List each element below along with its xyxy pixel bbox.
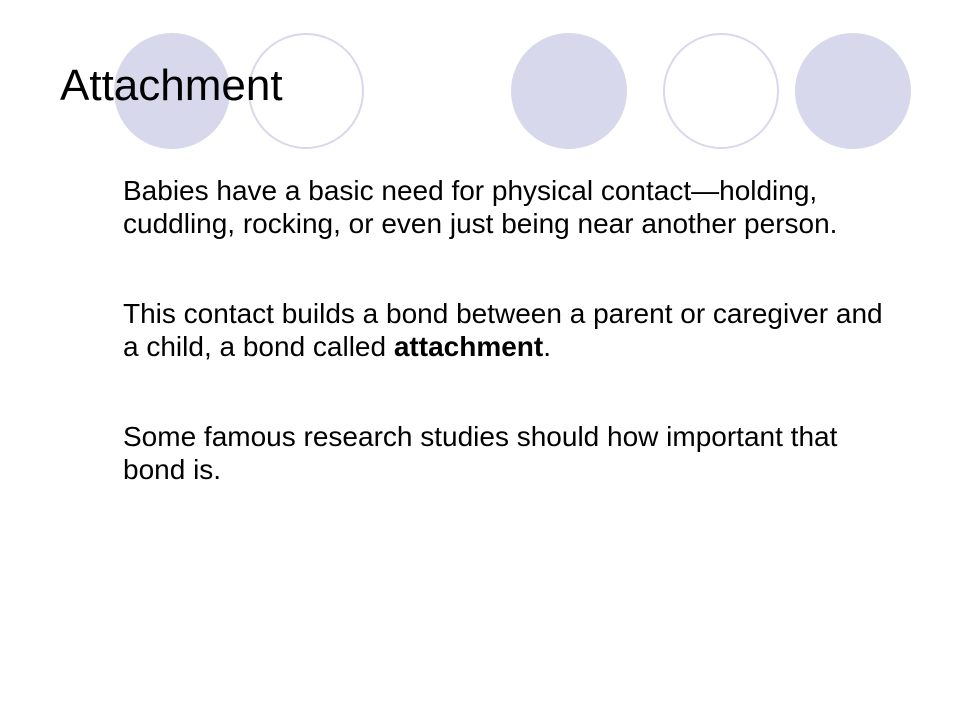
slide-title: Attachment <box>60 61 283 110</box>
decor-circle-5 <box>795 33 911 149</box>
paragraph-text: Some famous research studies should how important that bond is. <box>123 421 838 485</box>
paragraph-attachment-definition <box>123 297 903 363</box>
slide-body <box>123 174 903 486</box>
paragraph-text: Babies have a basic need for physical contact—holding, cuddling, rocking, or even just being near another person. <box>123 175 838 239</box>
decor-circle-4 <box>663 33 779 149</box>
paragraph-punctuation: . <box>543 331 552 362</box>
paragraph-physical-contact <box>123 174 903 240</box>
key-term: attachment <box>393 331 544 362</box>
paragraph-text: This contact builds a bond between a parent or caregiver and a child, a bond called <box>123 298 883 362</box>
paragraph-research-studies <box>123 420 903 486</box>
decor-circle-3 <box>511 33 627 149</box>
